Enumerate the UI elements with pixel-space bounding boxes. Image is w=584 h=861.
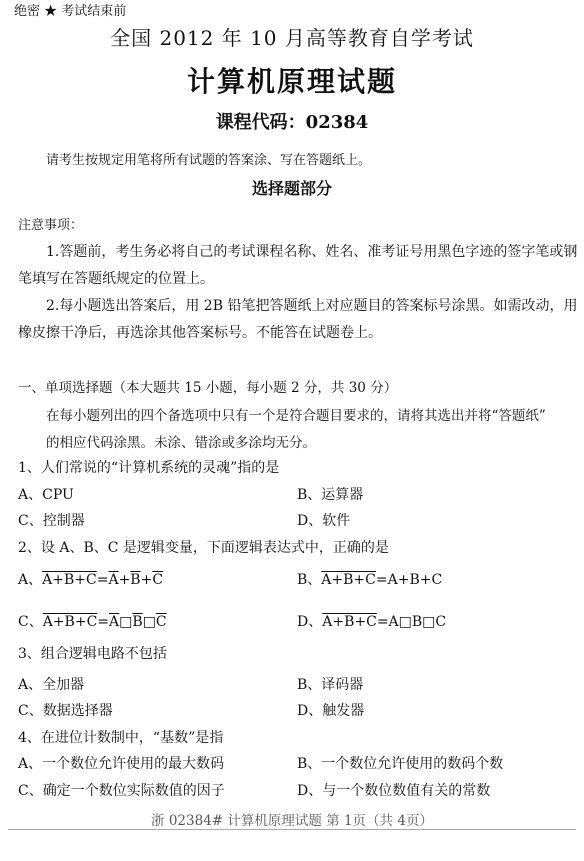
course-code: 课程代码：02384	[215, 112, 369, 133]
question-3-stem: 3、组合逻辑电路不包括	[18, 646, 167, 662]
note-1-line-2: 笔填写在答题纸规定的位置上。	[18, 271, 214, 287]
question-4-option-c: C、确定一个数位实际数值的因子	[18, 783, 225, 799]
question-2-option-c: C、$A+B+C=\overline{A}□\overline{B}□\overline{C}$	[18, 614, 167, 630]
subject-title: 计算机原理试题	[186, 65, 397, 98]
question-3-option-d: D、触发器	[297, 703, 365, 719]
question-2-option-a: A、$A+B+C=\overline{A}+\overline{B}+\overline{C}$	[18, 572, 164, 588]
note-2-line-1: 2.每小题选出答案后，用 2B 铅笔把答题纸上对应题目的答案标号涂黑。如需改动，用	[46, 298, 578, 314]
option-label: B、	[297, 572, 322, 588]
question-2-option-d: D、A+B+C=A□B□C	[297, 614, 447, 630]
confidential-mark: 绝密 ★ 考试结束前	[14, 4, 127, 19]
question-1-option-d: D、软件	[297, 513, 351, 529]
page-footer: 浙 02384# 计算机原理试题 第 1页（共 4页）	[151, 813, 433, 829]
answer-instruction: 请考生按规定用笔将所有试题的答案涂、写在答题纸上。	[46, 153, 372, 168]
question-4-option-b: B、一个数位允许使用的数码个数	[297, 756, 504, 772]
footer-divider	[8, 829, 576, 830]
option-label: C、	[18, 614, 43, 630]
question-2-stem: 2、设 A、B、C 是逻辑变量，下面逻辑表达式中，正确的是	[18, 540, 389, 556]
part-1-desc-line-1: 在每小题列出的四个备选项中只有一个是符合题目要求的，请将其选出并将“答题纸”	[46, 408, 546, 424]
question-1-option-c: C、控制器	[18, 513, 85, 529]
note-1-line-1: 1.答题前，考生务必将自己的考试课程名称、姓名、准考证号用黑色字迹的签字笔或钢	[46, 244, 578, 260]
question-4-option-d: D、与一个数位数值有关的常数	[297, 783, 491, 799]
option-label: A、	[18, 572, 43, 588]
note-2-line-2: 橡皮擦干净后，再选涂其他答案标号。不能答在试题卷上。	[18, 325, 382, 341]
section-heading: 选择题部分	[251, 179, 332, 198]
question-3-option-b: B、译码器	[297, 677, 364, 693]
part-1-desc-line-2: 的相应代码涂黑。未涂、错涂或多涂均无分。	[46, 435, 316, 451]
question-1-stem: 1、人们常说的“计算机系统的灵魂”指的是	[18, 460, 280, 476]
overlined-sum: A+B+C	[42, 614, 98, 630]
notes-label: 注意事项：	[18, 218, 84, 233]
question-3-option-a: A、全加器	[18, 677, 85, 693]
question-2-option-b: B、A+B+C=A+B+C	[297, 572, 443, 588]
question-4-stem: 4、在进位计数制中，“基数”是指	[18, 730, 224, 746]
question-1-option-a: A、CPU	[18, 487, 74, 503]
part-1-heading: 一、单项选择题（本大题共 15 小题，每小题 2 分，共 30 分）	[18, 380, 398, 396]
overlined-sum: A+B+C	[321, 572, 376, 588]
overlined-sum: A+B+C	[322, 614, 377, 630]
question-4-option-a: A、一个数位允许使用的最大数码	[18, 756, 225, 772]
option-label: D、	[297, 614, 323, 630]
overlined-sum: A+B+C	[42, 572, 97, 588]
exam-title: 全国 2012 年 10 月高等教育自学考试	[110, 26, 474, 50]
question-3-option-c: C、数据选择器	[18, 703, 113, 719]
question-1-option-b: B、运算器	[297, 487, 364, 503]
